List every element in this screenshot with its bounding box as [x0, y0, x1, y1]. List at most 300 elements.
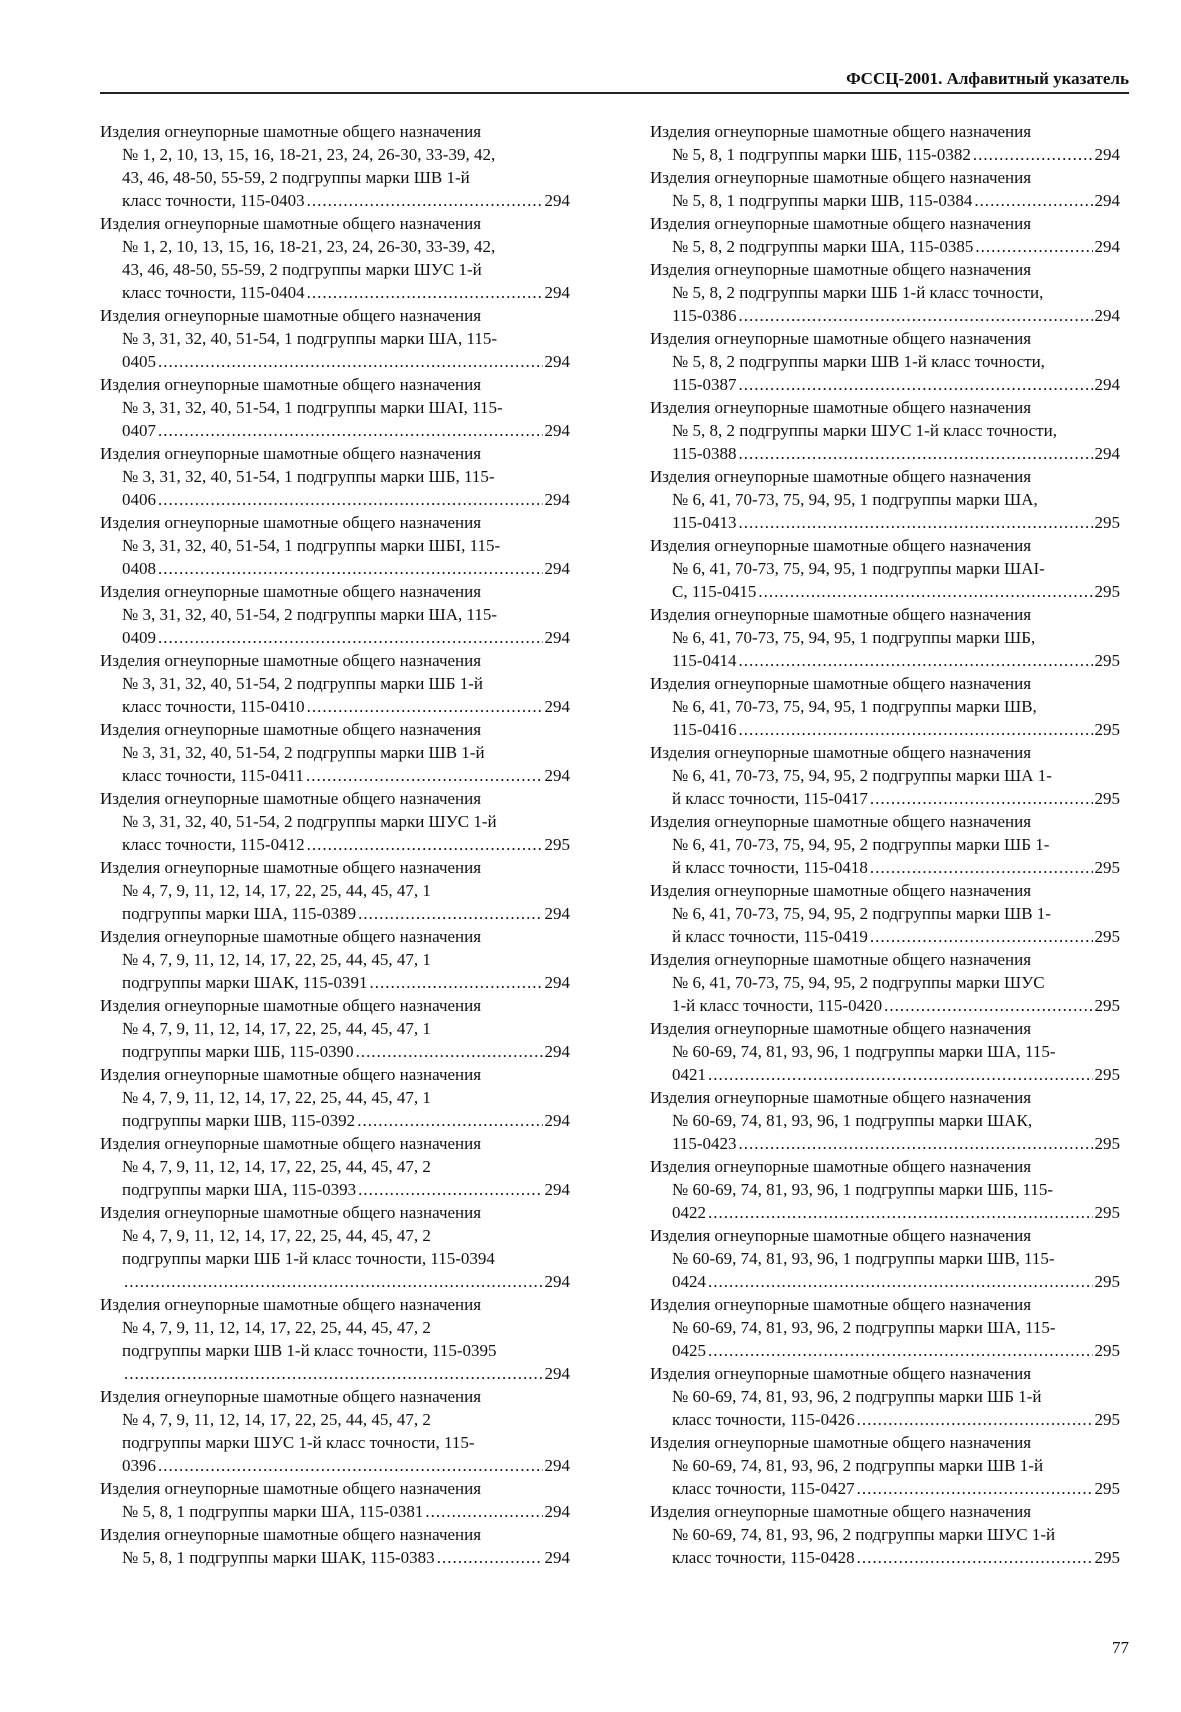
entry-last-line [672, 1270, 1120, 1293]
index-entry [100, 856, 570, 925]
index-column-left [100, 120, 570, 1569]
index-entry [100, 1293, 570, 1385]
entry-line: № 6, 41, 70-73, 75, 94, 95, 2 подгруппы марки ШВ 1- [672, 904, 1051, 923]
entry-line: № 60-69, 74, 81, 93, 96, 1 подгруппы марки ШБ, 115- [672, 1180, 1053, 1199]
entry-heading: Изделия огнеупорные шамотные общего назначения [100, 444, 482, 463]
entry-code: 0408 [122, 559, 156, 578]
entry-body [100, 143, 570, 212]
index-entry [100, 120, 570, 212]
entry-heading: Изделия огнеупорные шамотные общего назначения [100, 789, 482, 808]
entry-last-line [672, 994, 1120, 1017]
dot-leader [158, 488, 543, 511]
entry-code: класс точности, 115-0410 [122, 697, 305, 716]
entry-heading: Изделия огнеупорные шамотные общего назначения [650, 812, 1032, 831]
dot-leader [307, 189, 543, 212]
entry-body [100, 1224, 570, 1293]
page-header [100, 62, 1129, 94]
entry-line: № 60-69, 74, 81, 93, 96, 2 подгруппы марки ШВ 1-й [672, 1456, 1044, 1475]
entry-body [650, 902, 1120, 948]
entry-heading: Изделия огнеупорные шамотные общего назначения [650, 168, 1032, 187]
dot-leader [739, 511, 1093, 534]
dot-leader [857, 1408, 1093, 1431]
entry-line: подгруппы марки ШБ 1-й класс точности, 115-0394 [122, 1249, 495, 1268]
running-title: ФССЦ-2001. Алфавитный указатель [846, 69, 1129, 88]
entry-body [100, 948, 570, 994]
index-entry [650, 1293, 1120, 1362]
entry-code: 0425 [672, 1341, 706, 1360]
entry-page-ref: 295 [1094, 996, 1120, 1015]
index-entry [100, 511, 570, 580]
index-entry [650, 534, 1120, 603]
entry-page-ref: 294 [1094, 191, 1120, 210]
entry-code: й класс точности, 115-0417 [672, 789, 868, 808]
entry-code: 0407 [122, 421, 156, 440]
page-number: 77 [1112, 1638, 1129, 1657]
entry-heading: Изделия огнеупорные шамотные общего назначения [650, 1364, 1032, 1383]
entry-heading: Изделия огнеупорные шамотные общего назначения [100, 214, 482, 233]
entry-page-ref: 295 [1094, 1341, 1120, 1360]
entry-body [100, 810, 570, 856]
entry-body [100, 235, 570, 304]
entry-heading: Изделия огнеупорные шамотные общего назначения [650, 536, 1032, 555]
entry-line: № 3, 31, 32, 40, 51-54, 1 подгруппы марки ШБ, 115- [122, 467, 495, 486]
entry-line: № 5, 8, 2 подгруппы марки ШВ 1-й класс точности, [672, 352, 1045, 371]
entry-code: 115-0386 [672, 306, 737, 325]
entry-body [100, 1017, 570, 1063]
index-entry [100, 787, 570, 856]
entry-page-ref: 295 [1094, 1203, 1120, 1222]
entry-last-line [672, 304, 1120, 327]
entry-last-line [672, 1546, 1120, 1569]
dot-leader [306, 764, 543, 787]
entry-heading: Изделия огнеупорные шамотные общего назначения [100, 513, 482, 532]
index-entry [650, 672, 1120, 741]
entry-page-ref: 295 [1094, 1134, 1120, 1153]
index-entry [100, 580, 570, 649]
entry-code: 1-й класс точности, 115-0420 [672, 996, 883, 1015]
index-entry [650, 1086, 1120, 1155]
entry-line: 43, 46, 48-50, 55-59, 2 подгруппы марки ШУС 1-й [122, 260, 482, 279]
entry-line: № 5, 8, 2 подгруппы марки ШУС 1-й класс точности, [672, 421, 1057, 440]
entry-page-ref: 294 [544, 973, 570, 992]
dot-leader [739, 1132, 1093, 1155]
entry-code: подгруппы марки ШВ, 115-0392 [122, 1111, 356, 1130]
entry-heading: Изделия огнеупорные шамотные общего назначения [100, 1203, 482, 1222]
entry-code: класс точности, 115-0412 [122, 835, 305, 854]
entry-body [650, 235, 1120, 258]
entry-heading: Изделия огнеупорные шамотные общего назначения [650, 1157, 1032, 1176]
index-entry [650, 1017, 1120, 1086]
entry-last-line [672, 1339, 1120, 1362]
entry-line: № 3, 31, 32, 40, 51-54, 2 подгруппы марки ШБ 1-й [122, 674, 483, 693]
dot-leader [870, 925, 1093, 948]
index-entry [650, 327, 1120, 396]
entry-body [100, 879, 570, 925]
index-entry [100, 373, 570, 442]
entry-line: № 60-69, 74, 81, 93, 96, 1 подгруппы марки ШВ, 115- [672, 1249, 1055, 1268]
entry-code: класс точности, 115-0427 [672, 1479, 855, 1498]
entry-page-ref: 294 [1094, 145, 1120, 164]
entry-body [650, 419, 1120, 465]
entry-body [650, 281, 1120, 327]
entry-last-line [122, 1362, 570, 1385]
index-entry [650, 212, 1120, 258]
entry-line: подгруппы марки ШУС 1-й класс точности, 115- [122, 1433, 475, 1452]
entry-page-ref: 294 [1094, 237, 1120, 256]
entry-last-line [672, 718, 1120, 741]
index-entry [100, 994, 570, 1063]
index-entry [100, 442, 570, 511]
entry-last-line [122, 1270, 570, 1293]
entry-body [650, 1454, 1120, 1500]
dot-leader [425, 1500, 542, 1523]
entry-body [650, 695, 1120, 741]
entry-line: № 60-69, 74, 81, 93, 96, 1 подгруппы марки ША, 115- [672, 1042, 1056, 1061]
entry-line: 43, 46, 48-50, 55-59, 2 подгруппы марки ШВ 1-й [122, 168, 470, 187]
entry-page-ref: 294 [544, 490, 570, 509]
index-entry [100, 1477, 570, 1523]
index-entry [100, 1063, 570, 1132]
entry-body [650, 557, 1120, 603]
index-entry [100, 1132, 570, 1201]
entry-heading: Изделия огнеупорные шамотные общего назначения [100, 1479, 482, 1498]
index-entry [100, 649, 570, 718]
entry-code: подгруппы марки ШБ, 115-0390 [122, 1042, 354, 1061]
entry-code: 115-0413 [672, 513, 737, 532]
index-entry [100, 304, 570, 373]
dot-leader [369, 971, 542, 994]
entry-line: № 3, 31, 32, 40, 51-54, 1 подгруппы марки ША, 115- [122, 329, 498, 348]
entry-body [100, 534, 570, 580]
entry-last-line [122, 902, 570, 925]
entry-last-line [672, 925, 1120, 948]
entry-page-ref: 295 [1094, 513, 1120, 532]
entry-last-line [672, 143, 1120, 166]
entry-heading: Изделия огнеупорные шамотные общего назначения [650, 329, 1032, 348]
index-entry [650, 1155, 1120, 1224]
entry-page-ref: 294 [544, 1364, 570, 1383]
entry-line: № 6, 41, 70-73, 75, 94, 95, 2 подгруппы марки ША 1- [672, 766, 1052, 785]
entry-body [650, 971, 1120, 1017]
entry-page-ref: 294 [1094, 306, 1120, 325]
entry-code: 0396 [122, 1456, 156, 1475]
entry-last-line [122, 626, 570, 649]
entry-body [650, 143, 1120, 166]
entry-line: № 60-69, 74, 81, 93, 96, 2 подгруппы марки ШУС 1-й [672, 1525, 1056, 1544]
entry-line: № 4, 7, 9, 11, 12, 14, 17, 22, 25, 44, 45, 47, 2 [122, 1226, 431, 1245]
dot-leader [307, 833, 543, 856]
entry-heading: Изделия огнеупорные шамотные общего назначения [650, 1088, 1032, 1107]
dot-leader [870, 787, 1093, 810]
entry-page-ref: 295 [544, 835, 570, 854]
entry-heading: Изделия огнеупорные шамотные общего назначения [650, 1019, 1032, 1038]
entry-code: 0406 [122, 490, 156, 509]
entry-last-line [672, 787, 1120, 810]
entry-line: № 6, 41, 70-73, 75, 94, 95, 1 подгруппы марки ШБ, [672, 628, 1036, 647]
entry-last-line [122, 1500, 570, 1523]
entry-page-ref: 295 [1094, 927, 1120, 946]
entry-page-ref: 294 [544, 191, 570, 210]
entry-heading: Изделия огнеупорные шамотные общего назначения [100, 1525, 482, 1544]
entry-page-ref: 294 [544, 1042, 570, 1061]
entry-line: № 4, 7, 9, 11, 12, 14, 17, 22, 25, 44, 45, 47, 1 [122, 950, 431, 969]
entry-heading: Изделия огнеупорные шамотные общего назначения [650, 1226, 1032, 1245]
entry-page-ref: 295 [1094, 789, 1120, 808]
entry-code: 0422 [672, 1203, 706, 1222]
entry-page-ref: 295 [1094, 1548, 1120, 1567]
entry-page-ref: 294 [544, 904, 570, 923]
dot-leader [870, 856, 1093, 879]
index-entry [650, 741, 1120, 810]
entry-page-ref: 294 [544, 283, 570, 302]
entry-line: подгруппы марки ШВ 1-й класс точности, 115-0395 [122, 1341, 497, 1360]
entry-page-ref: 294 [544, 352, 570, 371]
index-entry [650, 1224, 1120, 1293]
entry-body [100, 396, 570, 442]
dot-leader [739, 649, 1093, 672]
entry-page-ref: 294 [544, 1111, 570, 1130]
entry-body [650, 764, 1120, 810]
entry-heading: Изделия огнеупорные шамотные общего назначения [100, 122, 482, 141]
dot-leader [307, 695, 543, 718]
entry-code: 0409 [122, 628, 156, 647]
dot-leader [974, 189, 1092, 212]
entry-code: 115-0387 [672, 375, 737, 394]
entry-code: класс точности, 115-0428 [672, 1548, 855, 1567]
index-column-right [650, 120, 1120, 1569]
entry-last-line [122, 488, 570, 511]
entry-last-line [122, 419, 570, 442]
entry-page-ref: 294 [544, 1272, 570, 1291]
index-entry [650, 1362, 1120, 1431]
entry-body [650, 1040, 1120, 1086]
entry-page-ref: 294 [544, 421, 570, 440]
entry-page-ref: 294 [544, 697, 570, 716]
index-entry [650, 603, 1120, 672]
entry-last-line [672, 511, 1120, 534]
entry-page-ref: 294 [544, 1548, 570, 1567]
dot-leader [158, 350, 543, 373]
entry-page-ref: 294 [544, 1502, 570, 1521]
entry-line: № 60-69, 74, 81, 93, 96, 2 подгруппы марки ШБ 1-й [672, 1387, 1042, 1406]
entry-last-line [122, 833, 570, 856]
entry-body [650, 1247, 1120, 1293]
entry-code: 115-0423 [672, 1134, 737, 1153]
entry-body [650, 350, 1120, 396]
entry-code: 0424 [672, 1272, 706, 1291]
entry-page-ref: 294 [544, 628, 570, 647]
entry-page-ref: 294 [544, 1180, 570, 1199]
entry-page-ref: 294 [544, 1456, 570, 1475]
entry-line: № 3, 31, 32, 40, 51-54, 2 подгруппы марки ША, 115- [122, 605, 498, 624]
entry-body [650, 1109, 1120, 1155]
dot-leader [857, 1546, 1093, 1569]
entry-code: й класс точности, 115-0419 [672, 927, 868, 946]
entry-code: й класс точности, 115-0418 [672, 858, 868, 877]
entry-last-line [122, 1178, 570, 1201]
entry-last-line [672, 235, 1120, 258]
entry-heading: Изделия огнеупорные шамотные общего назначения [650, 122, 1032, 141]
entry-body [650, 833, 1120, 879]
entry-heading: Изделия огнеупорные шамотные общего назначения [100, 720, 482, 739]
entry-heading: Изделия огнеупорные шамотные общего назначения [100, 582, 482, 601]
entry-code: № 5, 8, 1 подгруппы марки ШАК, 115-0383 [122, 1548, 435, 1567]
index-entry [100, 925, 570, 994]
entry-line: № 4, 7, 9, 11, 12, 14, 17, 22, 25, 44, 45, 47, 2 [122, 1410, 431, 1429]
entry-heading: Изделия огнеупорные шамотные общего назначения [100, 858, 482, 877]
entry-heading: Изделия огнеупорные шамотные общего назначения [650, 260, 1032, 279]
entry-heading: Изделия огнеупорные шамотные общего назначения [100, 1295, 482, 1314]
entry-line: № 6, 41, 70-73, 75, 94, 95, 2 подгруппы марки ШБ 1- [672, 835, 1050, 854]
entry-body [650, 1178, 1120, 1224]
entry-body [100, 672, 570, 718]
entry-code: подгруппы марки ШАК, 115-0391 [122, 973, 368, 992]
index-entry [650, 166, 1120, 212]
entry-heading: Изделия огнеупорные шамотные общего назначения [100, 1387, 482, 1406]
entry-body [100, 465, 570, 511]
entry-last-line [122, 1546, 570, 1569]
entry-page-ref: 295 [1094, 582, 1120, 601]
entry-code: класс точности, 115-0411 [122, 766, 304, 785]
index-entry [100, 1201, 570, 1293]
entry-code: № 5, 8, 1 подгруппы марки ШВ, 115-0384 [672, 191, 973, 210]
entry-heading: Изделия огнеупорные шамотные общего назначения [650, 950, 1032, 969]
index-entry [650, 948, 1120, 1017]
entry-body [650, 1385, 1120, 1431]
entry-heading: Изделия огнеупорные шамотные общего назначения [650, 467, 1032, 486]
entry-page-ref: 294 [1094, 375, 1120, 394]
dot-leader [739, 373, 1093, 396]
index-entry [650, 396, 1120, 465]
entry-body [650, 626, 1120, 672]
entry-heading: Изделия огнеупорные шамотные общего назначения [650, 605, 1032, 624]
entry-last-line [672, 1132, 1120, 1155]
entry-line: № 3, 31, 32, 40, 51-54, 1 подгруппы марки ШАI, 115- [122, 398, 503, 417]
dot-leader [739, 718, 1093, 741]
entry-body [650, 189, 1120, 212]
entry-heading: Изделия огнеупорные шамотные общего назначения [650, 1433, 1032, 1452]
entry-code: № 5, 8, 2 подгруппы марки ША, 115-0385 [672, 237, 974, 256]
entry-code: 0421 [672, 1065, 706, 1084]
entry-line: № 60-69, 74, 81, 93, 96, 1 подгруппы марки ШАК, [672, 1111, 1033, 1130]
entry-code: № 5, 8, 1 подгруппы марки ШБ, 115-0382 [672, 145, 971, 164]
entry-line: № 4, 7, 9, 11, 12, 14, 17, 22, 25, 44, 45, 47, 2 [122, 1318, 431, 1337]
entry-last-line [672, 1201, 1120, 1224]
entry-heading: Изделия огнеупорные шамотные общего назначения [650, 1502, 1032, 1521]
entry-code: 115-0414 [672, 651, 737, 670]
dot-leader [158, 1454, 543, 1477]
dot-leader [358, 1178, 542, 1201]
dot-leader [124, 1270, 543, 1293]
entry-line: № 6, 41, 70-73, 75, 94, 95, 1 подгруппы марки ШВ, [672, 697, 1037, 716]
entry-last-line [672, 649, 1120, 672]
entry-line: № 1, 2, 10, 13, 15, 16, 18-21, 23, 24, 26-30, 33-39, 42, [122, 145, 496, 164]
entry-line: № 4, 7, 9, 11, 12, 14, 17, 22, 25, 44, 45, 47, 2 [122, 1157, 431, 1176]
entry-body [100, 1086, 570, 1132]
index-entry [650, 1500, 1120, 1569]
entry-code: 115-0388 [672, 444, 737, 463]
entry-page-ref: 294 [544, 766, 570, 785]
entry-code: подгруппы марки ША, 115-0389 [122, 904, 357, 923]
entry-page-ref: 295 [1094, 1410, 1120, 1429]
entry-last-line [122, 1109, 570, 1132]
entry-last-line [672, 442, 1120, 465]
entry-code: С, 115-0415 [672, 582, 757, 601]
entry-line: № 1, 2, 10, 13, 15, 16, 18-21, 23, 24, 26-30, 33-39, 42, [122, 237, 496, 256]
entry-body [650, 1523, 1120, 1569]
entry-last-line [122, 557, 570, 580]
dot-leader [758, 580, 1092, 603]
entry-line: № 5, 8, 2 подгруппы марки ШБ 1-й класс точности, [672, 283, 1044, 302]
entry-last-line [122, 1040, 570, 1063]
index-entry [650, 879, 1120, 948]
entry-body [100, 1500, 570, 1523]
entry-code: класс точности, 115-0403 [122, 191, 305, 210]
entry-body [100, 1546, 570, 1569]
dot-leader [158, 557, 543, 580]
entry-heading: Изделия огнеупорные шамотные общего назначения [650, 881, 1032, 900]
entry-last-line [672, 580, 1120, 603]
index-entry [100, 1523, 570, 1569]
entry-heading: Изделия огнеупорные шамотные общего назначения [100, 651, 482, 670]
entry-last-line [122, 189, 570, 212]
index-entry [100, 212, 570, 304]
dot-leader [857, 1477, 1093, 1500]
entry-heading: Изделия огнеупорные шамотные общего назначения [100, 1065, 482, 1084]
index-entry [650, 465, 1120, 534]
entry-last-line [672, 1408, 1120, 1431]
entry-heading: Изделия огнеупорные шамотные общего назначения [100, 375, 482, 394]
entry-page-ref: 295 [1094, 858, 1120, 877]
entry-last-line [122, 281, 570, 304]
dot-leader [708, 1063, 1093, 1086]
entry-line: № 60-69, 74, 81, 93, 96, 2 подгруппы марки ША, 115- [672, 1318, 1056, 1337]
entry-heading: Изделия огнеупорные шамотные общего назначения [650, 214, 1032, 233]
dot-leader [307, 281, 543, 304]
entry-page-ref: 294 [544, 559, 570, 578]
index-entry [650, 258, 1120, 327]
entry-code: 0405 [122, 352, 156, 371]
entry-page-ref: 294 [1094, 444, 1120, 463]
dot-leader [708, 1339, 1093, 1362]
index-entry [100, 718, 570, 787]
entry-last-line [672, 856, 1120, 879]
entry-last-line [122, 350, 570, 373]
entry-line: № 3, 31, 32, 40, 51-54, 2 подгруппы марки ШВ 1-й [122, 743, 485, 762]
index-entry [100, 1385, 570, 1477]
entry-page-ref: 295 [1094, 1272, 1120, 1291]
entry-last-line [672, 1477, 1120, 1500]
dot-leader [739, 442, 1093, 465]
dot-leader [158, 626, 543, 649]
dot-leader [358, 902, 542, 925]
entry-line: № 4, 7, 9, 11, 12, 14, 17, 22, 25, 44, 45, 47, 1 [122, 1088, 431, 1107]
dot-leader [708, 1270, 1093, 1293]
entry-last-line [122, 971, 570, 994]
entry-code: подгруппы марки ША, 115-0393 [122, 1180, 357, 1199]
entry-line: № 6, 41, 70-73, 75, 94, 95, 1 подгруппы марки ШАI- [672, 559, 1045, 578]
entry-heading: Изделия огнеупорные шамотные общего назначения [650, 743, 1032, 762]
entry-line: № 4, 7, 9, 11, 12, 14, 17, 22, 25, 44, 45, 47, 1 [122, 1019, 431, 1038]
entry-body [650, 1316, 1120, 1362]
entry-body [650, 488, 1120, 534]
dot-leader [437, 1546, 543, 1569]
dot-leader [739, 304, 1093, 327]
dot-leader [356, 1040, 543, 1063]
dot-leader [158, 419, 543, 442]
entry-body [100, 1316, 570, 1385]
entry-body [100, 603, 570, 649]
